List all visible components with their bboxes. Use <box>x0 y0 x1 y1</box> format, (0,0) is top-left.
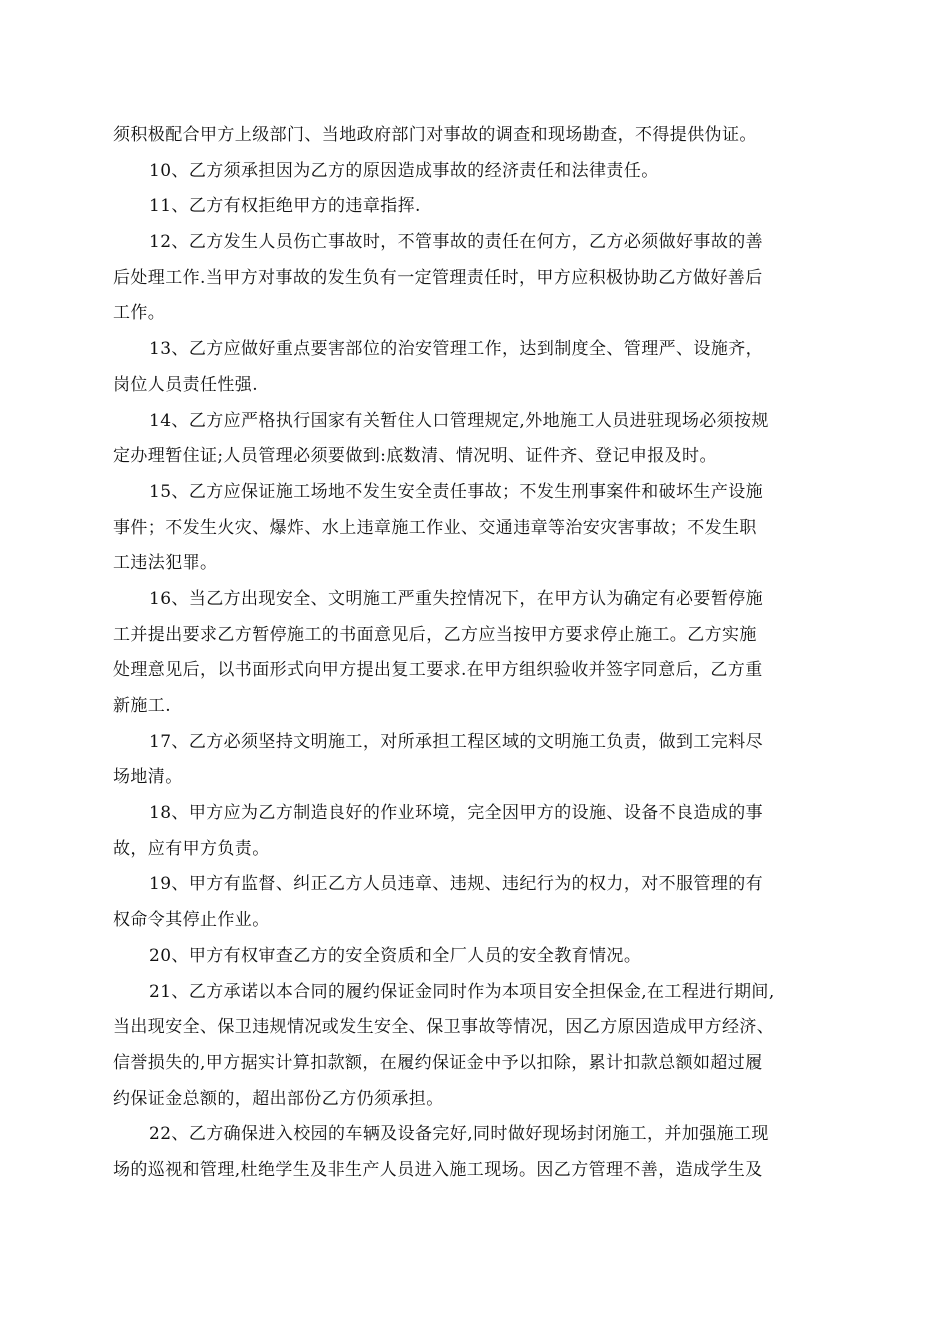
text-line: 工作。 <box>113 303 166 324</box>
clause-13: 13、乙方应做好重点要害部位的治安管理工作，达到制度全、管理严、设施齐， <box>149 339 764 360</box>
clause-18: 18、甲方应为乙方制造良好的作业环境，完全因甲方的设施、设备不良造成的事 <box>149 803 764 824</box>
text-line: 故，应有甲方负责。 <box>113 838 270 859</box>
clause-17: 17、乙方必须坚持文明施工，对所承担工程区域的文明施工负责，做到工完料尽 <box>149 731 764 752</box>
clause-19: 19、甲方有监督、纠正乙方人员违章、违规、违纪行为的权力，对不服管理的有 <box>149 874 764 895</box>
clause-21: 21、乙方承诺以本合同的履约保证金同时作为本项目安全担保金,在工程进行期间, <box>149 981 775 1002</box>
text-line: 处理意见后，以书面形式向甲方提出复工要求.在甲方组织验收并签字同意后，乙方重 <box>113 660 763 681</box>
clause-12: 12、乙方发生人员伤亡事故时，不管事故的责任在何方，乙方必须做好事故的善 <box>149 232 764 253</box>
text-line: 须积极配合甲方上级部门、当地政府部门对事故的调查和现场勘查，不得提供伪证。 <box>113 125 757 145</box>
text-line: 岗位人员责任性强. <box>113 374 259 395</box>
text-line: 场的巡视和管理,杜绝学生及非生产人员进入施工现场。因乙方管理不善，造成学生及 <box>113 1159 763 1180</box>
document-page <box>113 118 835 1189</box>
text-line: 场地清。 <box>113 767 183 788</box>
text-line: 工违法犯罪。 <box>113 553 218 574</box>
text-line: 新施工. <box>113 696 172 716</box>
text-line: 事件；不发生火灾、爆炸、水上违章施工作业、交通违章等治安灾害事故；不发生职 <box>113 517 757 538</box>
clause-15: 15、乙方应保证施工场地不发生安全责任事故；不发生刑事案件和破坏生产设施 <box>149 481 764 502</box>
clause-14: 14、乙方应严格执行国家有关暂住人口管理规定,外地施工人员进驻现场必须按规 <box>149 410 769 431</box>
clause-20: 20、甲方有权审查乙方的安全资质和全厂人员的安全教育情况。 <box>149 945 642 966</box>
clause-16: 16、当乙方出现安全、文明施工严重失控情况下，在甲方认为确定有必要暂停施 <box>149 588 764 609</box>
clause-22: 22、乙方确保进入校园的车辆及设备完好,同时做好现场封闭施工，并加强施工现 <box>149 1124 769 1145</box>
text-line: 定办理暂住证;人员管理必须要做到:底数清、情况明、证件齐、登记申报及时。 <box>113 446 717 467</box>
text-line: 工并提出要求乙方暂停施工的书面意见后，乙方应当按甲方要求停止施工。乙方实施 <box>113 624 757 645</box>
text-line: 后处理工作.当甲方对事故的发生负有一定管理责任时，甲方应积极协助乙方做好善后 <box>113 267 763 288</box>
text-line: 约保证金总额的，超出部份乙方仍须承担。 <box>113 1088 444 1109</box>
clause-11: 11、乙方有权拒绝甲方的违章指挥. <box>149 196 421 217</box>
text-line: 信誉损失的,甲方据实计算扣款额，在履约保证金中予以扣除，累计扣款总额如超过履 <box>113 1052 763 1073</box>
text-line: 权命令其停止作业。 <box>113 910 270 931</box>
clause-10: 10、乙方须承担因为乙方的原因造成事故的经济责任和法律责任。 <box>149 160 659 181</box>
text-line: 当出现安全、保卫违规情况或发生安全、保卫事故等情况，因乙方原因造成甲方经济、 <box>113 1017 775 1038</box>
